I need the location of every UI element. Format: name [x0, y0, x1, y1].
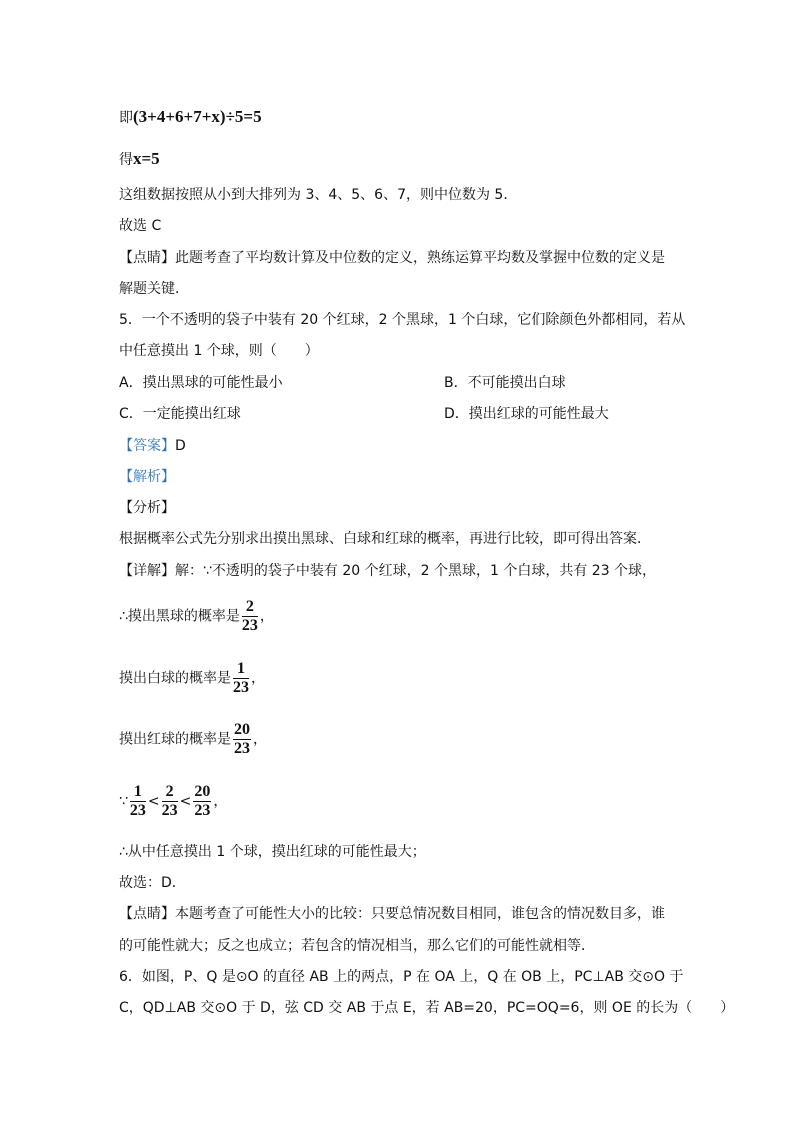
paragraph: 根据概率公式先分别求出摸出黑球、白球和红球的概率，再进行比较，即可得出答案．: [119, 531, 651, 547]
paragraph: 这组数据按照从小到大排列为 3、4、5、6、7，则中位数为 5．: [119, 187, 518, 203]
text: 摸出白球的概率是: [119, 670, 231, 687]
option-c: C．一定能摸出红球: [119, 406, 241, 422]
text: ，: [253, 731, 267, 748]
denominator: 23: [161, 802, 178, 819]
fraction: [233, 660, 249, 697]
option-a: A．摸出黑球的可能性最小: [119, 375, 283, 391]
prob-red-line: [119, 721, 267, 758]
numerator: 2: [162, 783, 178, 802]
denominator: 23: [234, 740, 250, 757]
denominator: 23: [233, 679, 249, 696]
paragraph: 故选 C: [119, 218, 162, 234]
prob-white-line: [119, 660, 265, 697]
question-6-cont: C，QD⊥AB 交⊙O 于 D，弦 CD 交 AB 于点 E，若 AB=20，PC=OQ=6，则 OE 的长为（ ）: [119, 1000, 735, 1016]
text: ，: [251, 670, 265, 687]
fraction: [233, 721, 251, 758]
option-d: D．摸出红球的可能性最大: [444, 406, 609, 422]
fraction: [242, 598, 258, 635]
paragraph: ∴从中任意摸出 1 个球，摸出红球的可能性最大；: [119, 844, 426, 860]
text: ∴摸出黑球的概率是: [119, 608, 240, 625]
question-5: 5．一个不透明的袋子中装有 20 个红球，2 个黑球，1 个白球，它们除颜色外都相同，若从: [119, 312, 686, 328]
equation-line: [119, 108, 262, 127]
analysis-label: 【解析】: [119, 469, 175, 485]
option-b: B．不可能摸出白球: [444, 375, 566, 391]
text: 即: [119, 110, 133, 126]
fraction: [193, 783, 211, 820]
numerator: 1: [130, 783, 146, 802]
text: ，: [259, 608, 274, 625]
question-5-cont: 中任意摸出 1 个球，则（ ）: [119, 343, 319, 359]
paragraph: 的可能性就大；反之也成立；若包含的情况相当，那么它们的可能性就相等．: [119, 938, 595, 954]
text: 得: [119, 152, 133, 168]
denominator: 23: [241, 617, 258, 634]
equation: x=5: [133, 149, 160, 168]
comparison-line: [119, 783, 227, 820]
prob-black-line: [119, 598, 274, 635]
numerator: 20: [234, 721, 250, 738]
text: 摸出红球的概率是: [119, 731, 231, 748]
denominator: 23: [129, 802, 146, 819]
paragraph: 故选：D．: [119, 875, 186, 891]
answer-label: 【答案】: [119, 438, 175, 454]
equation: (3+4+6+7+x)÷5=5: [133, 107, 262, 126]
answer-line: [119, 437, 186, 455]
less-than: <: [179, 793, 192, 810]
fenxi-label: 【分析】: [119, 500, 175, 516]
paragraph: 【点睛】此题考查了平均数计算及中位数的定义，熟练运算平均数及掌握中位数的定义是: [119, 250, 665, 266]
question-6: 6．如图，P、Q 是⊙O 的直径 AB 上的两点，P 在 OA 上，Q 在 OB 上，PC⊥AB 交⊙O 于: [119, 969, 684, 985]
numerator: 1: [233, 660, 249, 679]
numerator: 2: [242, 598, 258, 617]
denominator: 23: [194, 802, 211, 819]
less-than: <: [147, 793, 160, 810]
fraction: [162, 783, 178, 820]
fraction: [130, 783, 146, 820]
paragraph: 【点睛】本题考查了可能性大小的比较：只要总情况数目相同，谁包含的情况数目多，谁: [119, 906, 665, 922]
numerator: 20: [194, 783, 211, 800]
solution-line: [119, 150, 160, 169]
paragraph: 解题关键．: [119, 281, 189, 297]
text: ，: [213, 793, 228, 810]
paragraph: 【详解】解：∵不透明的袋子中装有 20 个红球，2 个黑球，1 个白球，共有 23 个球，: [119, 563, 657, 579]
answer-value: D: [175, 438, 186, 454]
text: ∵: [119, 793, 128, 810]
